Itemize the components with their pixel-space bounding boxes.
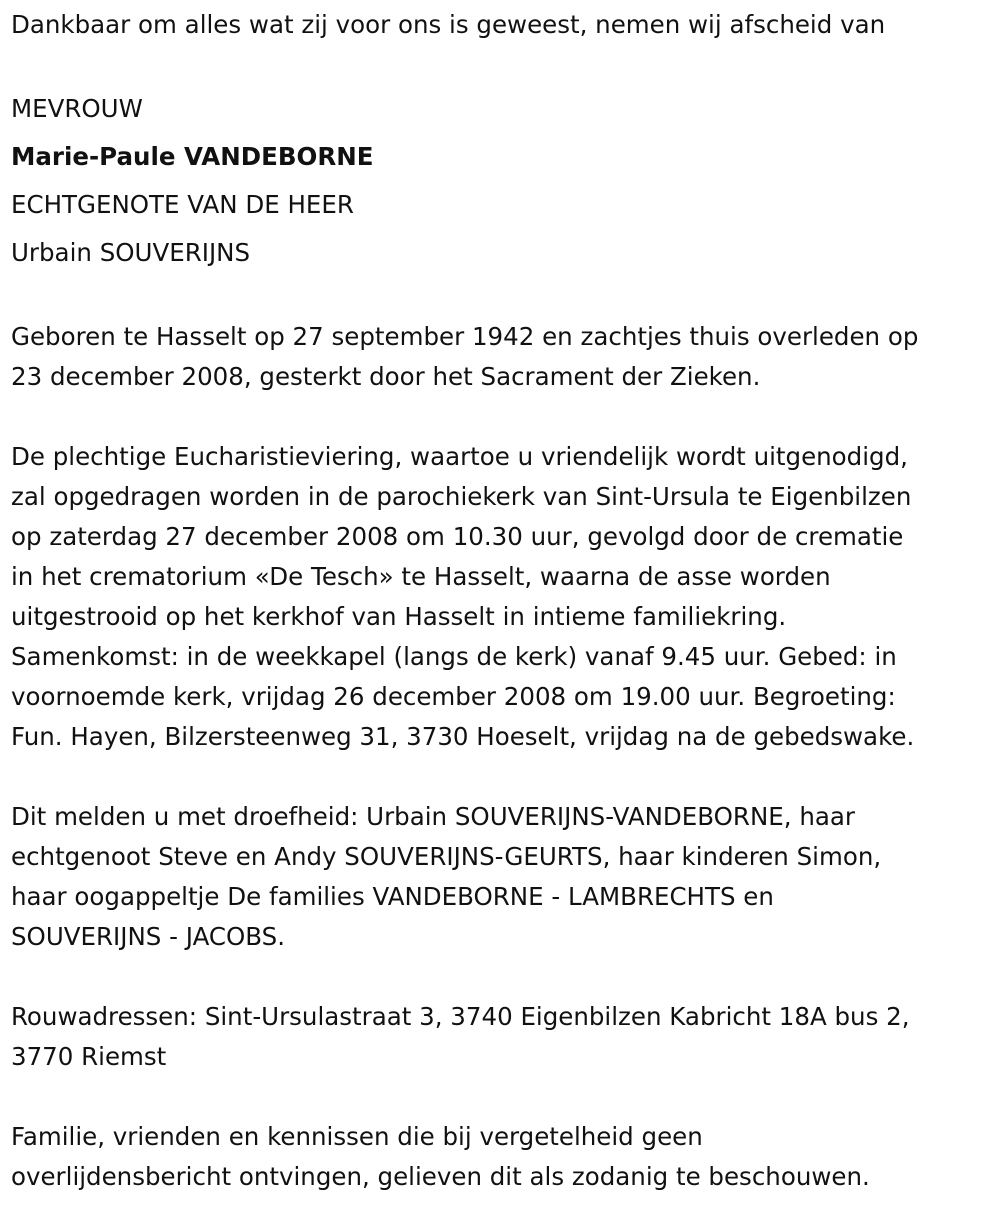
spacer xyxy=(11,957,993,997)
deceased-block xyxy=(11,85,993,277)
paragraph-line: Familie, vrienden en kennissen die bij vergetelheid geen xyxy=(11,1122,703,1151)
ceremony-paragraph xyxy=(11,437,993,757)
addresses-paragraph xyxy=(11,997,993,1077)
paragraph-line: haar oogappeltje De families VANDEBORNE - LAMBRECHTS en xyxy=(11,882,774,911)
paragraph-line: SOUVERIJNS - JACOBS. xyxy=(11,922,286,951)
spacer xyxy=(11,45,993,85)
honorific: MEVROUW xyxy=(11,94,143,123)
paragraph-line: overlijdensbericht ontvingen, gelieven dit als zodanig te beschouwen. xyxy=(11,1162,870,1191)
spouse-name: Urbain SOUVERIJNS xyxy=(11,238,251,267)
paragraph-line: op zaterdag 27 december 2008 om 10.30 uur, gevolgd door de crematie xyxy=(11,522,904,551)
paragraph-line: Dit melden u met droefheid: Urbain SOUVERIJNS-VANDEBORNE, haar xyxy=(11,802,855,831)
paragraph-line: in het crematorium «De Tesch» te Hasselt, waarna de asse worden xyxy=(11,562,831,591)
spouse-label: ECHTGENOTE VAN DE HEER xyxy=(11,190,354,219)
spacer xyxy=(11,757,993,797)
paragraph-line: De plechtige Eucharistieviering, waartoe u vriendelijk wordt uitgenodigd, xyxy=(11,442,908,471)
intro-text: Dankbaar om alles wat zij voor ons is geweest, nemen wij afscheid van xyxy=(11,10,886,39)
obituary-notice xyxy=(11,5,993,1197)
paragraph-line: Fun. Hayen, Bilzersteenweg 31, 3730 Hoeselt, vrijdag na de gebedswake. xyxy=(11,722,915,751)
paragraph-line: uitgestrooid op het kerkhof van Hasselt in intieme familiekring. xyxy=(11,602,787,631)
paragraph-line: Rouwadressen: Sint-Ursulastraat 3, 3740 Eigenbilzen Kabricht 18A bus 2, xyxy=(11,1002,910,1031)
paragraph-line: 3770 Riemst xyxy=(11,1042,167,1071)
closing-paragraph xyxy=(11,1117,993,1197)
paragraph-line: Samenkomst: in de weekkapel (langs de kerk) vanaf 9.45 uur. Gebed: in xyxy=(11,642,897,671)
paragraph-line: 23 december 2008, gesterkt door het Sacrament der Zieken. xyxy=(11,362,761,391)
birth-death-paragraph xyxy=(11,317,993,397)
announcers-paragraph xyxy=(11,797,993,957)
spacer xyxy=(11,397,993,437)
deceased-name: Marie-Paule VANDEBORNE xyxy=(11,142,374,171)
intro-paragraph xyxy=(11,5,993,45)
paragraph-line: Geboren te Hasselt op 27 september 1942 en zachtjes thuis overleden op xyxy=(11,322,919,351)
spacer xyxy=(11,1077,993,1117)
spacer xyxy=(11,277,993,317)
paragraph-line: zal opgedragen worden in de parochiekerk van Sint-Ursula te Eigenbilzen xyxy=(11,482,912,511)
paragraph-line: echtgenoot Steve en Andy SOUVERIJNS-GEURTS, haar kinderen Simon, xyxy=(11,842,882,871)
paragraph-line: voornoemde kerk, vrijdag 26 december 2008 om 19.00 uur. Begroeting: xyxy=(11,682,896,711)
